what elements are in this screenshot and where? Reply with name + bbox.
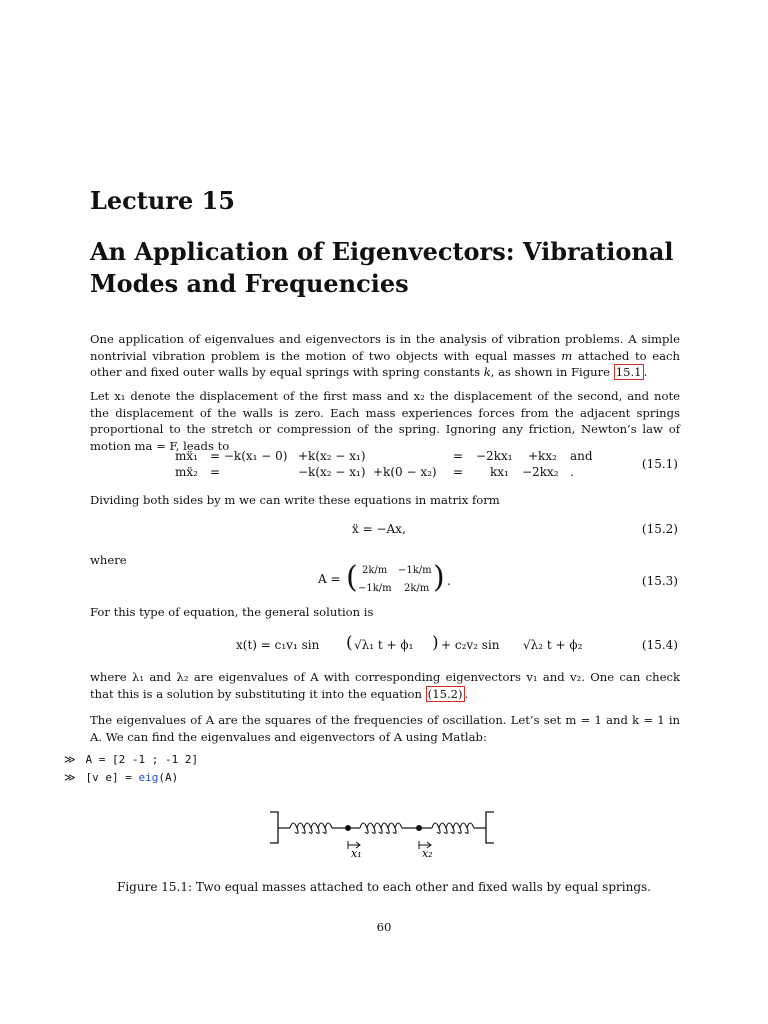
figure-caption: Figure 15.1: Two equal masses attached to each other and fixed walls by equal springs.	[117, 880, 651, 894]
code-text: [v e] =	[85, 771, 139, 784]
eq1-row2-term-c: +k(0 − x₂)	[373, 465, 437, 479]
equation-number-15-3: (15.3)	[641, 574, 678, 588]
matrix-a11: 2k/m	[362, 565, 388, 576]
prompt-icon: ≫	[64, 771, 76, 784]
where-label: where	[90, 553, 127, 567]
eq1-row2-term-b: −k(x₂ − x₁)	[298, 465, 366, 479]
spring-right	[432, 823, 474, 833]
page-number: 60	[376, 920, 392, 934]
paragraph-displacement: Let x₁ denote the displacement of the first mass and x₂ the displacement of the second, and note the displacement of the walls is zero. Each mass experiences forces from the adjacent springs proportional to the stretch or compression of the spring. Ignoring any friction, Newton’s law of motion ma = F, leads to	[90, 389, 680, 453]
eq1-row1-lhs: mẍ₁	[175, 449, 198, 463]
eq4-lhs: x(t) = c₁v₁ sin	[236, 638, 320, 652]
left-wall	[270, 812, 278, 843]
eq4-argument-1: √λ₁ t + ϕ₁	[354, 638, 414, 652]
equation-number-15-4: (15.4)	[641, 638, 678, 652]
matrix-a22: 2k/m	[404, 583, 430, 594]
eq1-row2-period: .	[570, 465, 574, 479]
paragraph-intro-part: One application of eigenvalues and eigenvectors is in the analysis of vibration problems. A simple nontrivial vibration problem is the motion of two objects with equal masses	[90, 332, 680, 363]
eq4-argument-2: √λ₂ t + ϕ₂	[523, 638, 583, 652]
equation-reference-link[interactable]: (15.2)	[427, 686, 463, 701]
eq1-row1-equals: =	[453, 449, 464, 463]
eq4-middle: + c₂v₂ sin	[441, 638, 500, 652]
eq1-row1-term-b: +k(x₂ − x₁)	[298, 449, 366, 463]
label-x1: x₁	[351, 847, 362, 860]
chapter-title: An Application of Eigenvectors: Vibrational Modes and Frequencies	[90, 237, 674, 298]
paragraph-intro-part: attached to each other and fixed outer walls by equal springs with spring constants	[90, 348, 680, 379]
eq4-paren-close-1: )	[432, 633, 439, 653]
mass-1	[345, 825, 351, 831]
matrix-period: .	[447, 574, 451, 588]
eq1-row2-lhs: mẍ₂	[175, 465, 198, 479]
spring-left	[290, 823, 332, 833]
eq1-row2-rhs-2: −2kx₂	[522, 465, 559, 479]
lecture-number: Lecture 15	[90, 186, 235, 215]
prompt-icon: ≫	[64, 753, 76, 766]
matrix-left-paren: (	[346, 560, 358, 595]
paragraph-intro-part: , as shown in Figure	[490, 365, 614, 379]
right-wall	[486, 812, 494, 843]
matrix-a21: −1k/m	[358, 583, 392, 594]
paragraph-general-solution: For this type of equation, the general solution is	[90, 605, 374, 619]
paragraph-eigenvalues-part: .	[464, 686, 469, 701]
eq1-row1-term-a: = −k(x₁ − 0)	[210, 449, 288, 463]
label-x2: x₂	[422, 847, 433, 860]
equation-number-15-1: (15.1)	[641, 457, 678, 471]
eq4-paren-open-1: (	[346, 633, 353, 653]
spring-middle	[360, 823, 402, 833]
paragraph-matrix-form: Dividing both sides by m we can write these equations in matrix form	[90, 493, 500, 507]
eq1-row2-equals-a: =	[210, 465, 221, 479]
symbol-k: k	[483, 365, 491, 379]
code-text: (A)	[158, 771, 179, 784]
equation-number-15-2: (15.2)	[641, 522, 678, 536]
eq1-row1-rhs-1: −2kx₁	[476, 449, 513, 463]
paragraph-intro-part: .	[643, 365, 648, 379]
matrix-a-label: A =	[318, 572, 341, 586]
paragraph-matlab: The eigenvalues of A are the squares of the frequencies of oscillation. Let’s set m = 1 and k = 1 in A. We can find the eigenvalues and eigenvectors of A using Matlab:	[90, 713, 680, 744]
figure-reference-link[interactable]: 15.1	[615, 365, 642, 379]
matrix-right-paren: )	[433, 560, 445, 595]
eq1-row1-rhs-2: +kx₂	[528, 449, 557, 463]
equation-15-2: ẍ = −Ax,	[352, 522, 406, 536]
eq1-row2-rhs-1: kx₁	[490, 465, 509, 479]
eq1-row2-equals: =	[453, 465, 464, 479]
code-text: A = [2 -1 ; -1 2]	[85, 753, 199, 766]
paragraph-eigenvalues-part: where λ₁ and λ₂ are eigenvalues of A with corresponding eigenvectors v₁ and v₂. One can check that this is a solution by substituting it into the equation	[90, 670, 680, 701]
matrix-a12: −1k/m	[398, 565, 432, 576]
mass-2	[416, 825, 422, 831]
symbol-m: m	[561, 348, 573, 363]
eq1-row1-and: and	[570, 449, 593, 463]
code-function: eig	[138, 771, 159, 784]
